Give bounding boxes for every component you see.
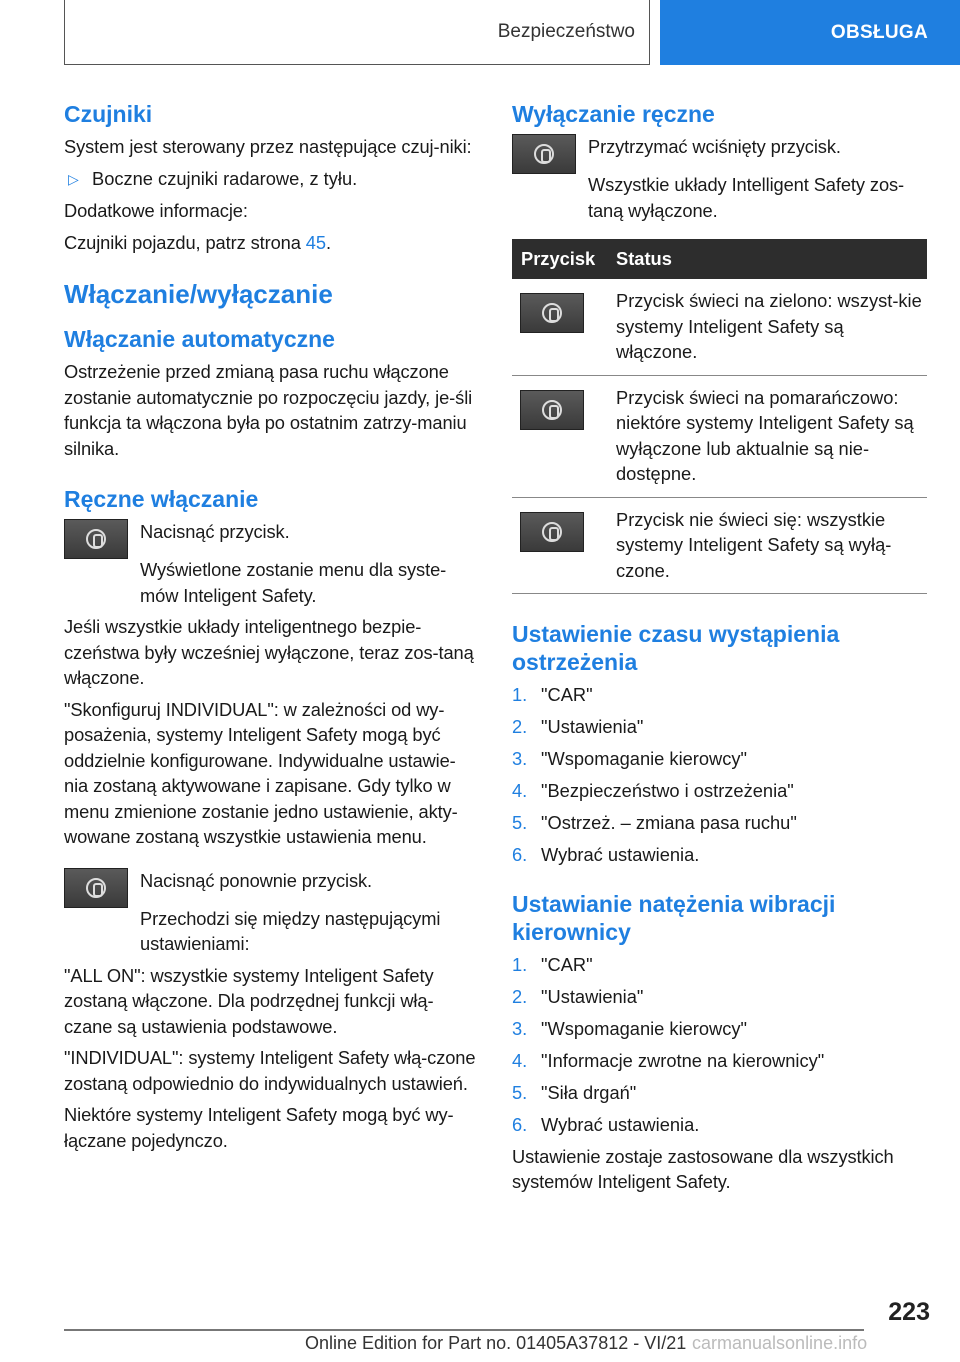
col-header-status: Status — [616, 248, 672, 269]
timing-steps — [512, 682, 927, 868]
heading-auto: Włączanie automatyczne — [64, 326, 335, 352]
manual-p2: "Skonfiguruj INDIVIDUAL": w zależności od wy-posażenia, systemy Inteligent Safety mogą być oddzielnie konfigurowane. Indywidualne ustawie-nia zostaną aktywowane i zapisane. Gdy tylko w menu zmienione zostanie jedno ustawienie, akty-wowane zostaną wszystkie ustawienia menu. — [64, 698, 458, 847]
footer-divider — [64, 1329, 864, 1331]
button-off-icon — [520, 512, 584, 552]
step-detail: Wszystkie układy Intelligent Safety zos-taną wyłączone. — [588, 174, 905, 221]
list-item: 1. "CAR" — [512, 953, 593, 975]
edition-text: Online Edition for Part no. 01405A37812 - VI/21 — [305, 1333, 687, 1353]
heading-manual-on: Ręczne włączanie — [64, 486, 259, 512]
table-row — [512, 279, 927, 376]
list-item: 5. "Ostrzeż. – zmiana pasa ruchu" — [512, 812, 797, 833]
table-row — [512, 498, 927, 595]
sensor-ref-end: . — [325, 231, 331, 253]
col-header-button: Przycisk — [521, 248, 596, 269]
button-orange-icon — [520, 390, 584, 430]
status-text: Przycisk świeci na pomarańczowo: niektóre systemy Inteligent Safety są wyłączone lub aktualnie są nie-dostępne. — [616, 386, 914, 484]
list-item: 3. "Wspomaganie kierowcy" — [512, 1017, 748, 1039]
manual-p4: "INDIVIDUAL": systemy Inteligent Safety włą-czone zostaną odpowiednio do indywidualnych ustawień. — [64, 1047, 476, 1094]
section-tab: Bezpieczeństwo — [64, 0, 650, 65]
bullet-triangle-icon: ▷ — [68, 170, 79, 187]
heading-onoff: Włączanie/wyłączanie — [64, 279, 333, 309]
step-text: Nacisnąć ponownie przycisk. — [140, 869, 373, 891]
list-item: 6. Wybrać ustawienia. — [512, 1113, 700, 1135]
vibration-note: Ustawienie zostaje zastosowane dla wszystkich systemów Inteligent Safety. — [512, 1145, 894, 1192]
heading-manual-off: Wyłączanie ręczne — [512, 101, 715, 127]
intelligent-safety-button-icon — [64, 868, 128, 908]
button-green-icon — [520, 293, 584, 333]
manual-step-1 — [64, 519, 479, 559]
list-item: 1. "CAR" — [512, 684, 593, 705]
czujniki-intro: System jest sterowany przez następujące czuj-niki: — [64, 136, 472, 157]
list-item: 2. "Ustawienia" — [512, 716, 644, 737]
more-info-label: Dodatkowe informacje: — [64, 200, 248, 221]
manual-step-2 — [64, 868, 479, 908]
page-header — [64, 0, 960, 66]
sensor-bullet — [64, 166, 479, 193]
table-row — [512, 376, 927, 498]
step-detail: Przechodzi się między następującymi ustawieniami: — [140, 907, 441, 954]
left-column — [64, 100, 479, 1159]
heading-vibration: Ustawianie natężenia wibracji kierownicy — [512, 890, 836, 945]
vibration-steps — [512, 952, 927, 1138]
status-text: Przycisk nie świeci się: wszystkie systemy Inteligent Safety są wyłą-czone. — [616, 508, 892, 581]
list-item: 6. Wybrać ustawienia. — [512, 844, 700, 865]
step-text: Przytrzymać wciśnięty przycisk. — [588, 136, 841, 157]
sensor-ref-text: Czujniki pojazdu, patrz strona — [64, 231, 306, 253]
manual-p5: Niektóre systemy Inteligent Safety mogą być wy-łączane pojedynczo. — [64, 1104, 454, 1151]
status-text: Przycisk świeci na zielono: wszyst-kie systemy Inteligent Safety są włączone. — [616, 290, 922, 362]
list-item: 2. "Ustawienia" — [512, 985, 644, 1007]
status-table — [512, 239, 927, 594]
list-item: 3. "Wspomaganie kierowcy" — [512, 748, 748, 769]
sensor-ref — [64, 230, 479, 256]
bullet-text: Boczne czujniki radarowe, z tyłu. — [92, 167, 358, 189]
step-text: Nacisnąć przycisk. — [140, 521, 290, 542]
page-number: 223 — [888, 1298, 930, 1326]
right-column — [512, 100, 927, 1201]
manual-p3: "ALL ON": wszystkie systemy Inteligent Safety zostaną włączone. Dla podrzędnej funkcji włą-czane są ustawienia podstawowe. — [64, 964, 434, 1037]
auto-text: Ostrzeżenie przed zmianą pasa ruchu włączone zostanie automatycznie po rozpoczęciu jazdy, je-śli funkcja ta włączona była po ostatnim zatrzy-maniu silnika. — [64, 361, 473, 459]
intelligent-safety-button-icon — [512, 134, 576, 174]
off-step — [512, 134, 927, 174]
manual-p1: Jeśli wszystkie układy inteligentnego bezpie-czeństwa były wcześniej wyłączone, teraz zos-taną włączone. — [64, 616, 474, 688]
list-item: 5. "Siła drgań" — [512, 1081, 637, 1103]
heading-warning-timing: Ustawienie czasu wystąpienia ostrzeżenia — [512, 621, 840, 675]
list-item: 4. "Informacje zwrotne na kierownicy" — [512, 1049, 825, 1071]
watermark: carmanualsonline.info — [692, 1333, 868, 1353]
heading-czujniki: Czujniki — [64, 101, 153, 127]
chapter-tab: OBSŁUGA — [660, 0, 960, 65]
intelligent-safety-button-icon — [64, 519, 128, 559]
table-header — [512, 239, 927, 279]
page-ref-link[interactable]: 45 — [305, 231, 326, 253]
list-item: 4. "Bezpieczeństwo i ostrzeżenia" — [512, 780, 794, 801]
step-detail: Wyświetlone zostanie menu dla syste-mów Inteligent Safety. — [140, 559, 447, 606]
